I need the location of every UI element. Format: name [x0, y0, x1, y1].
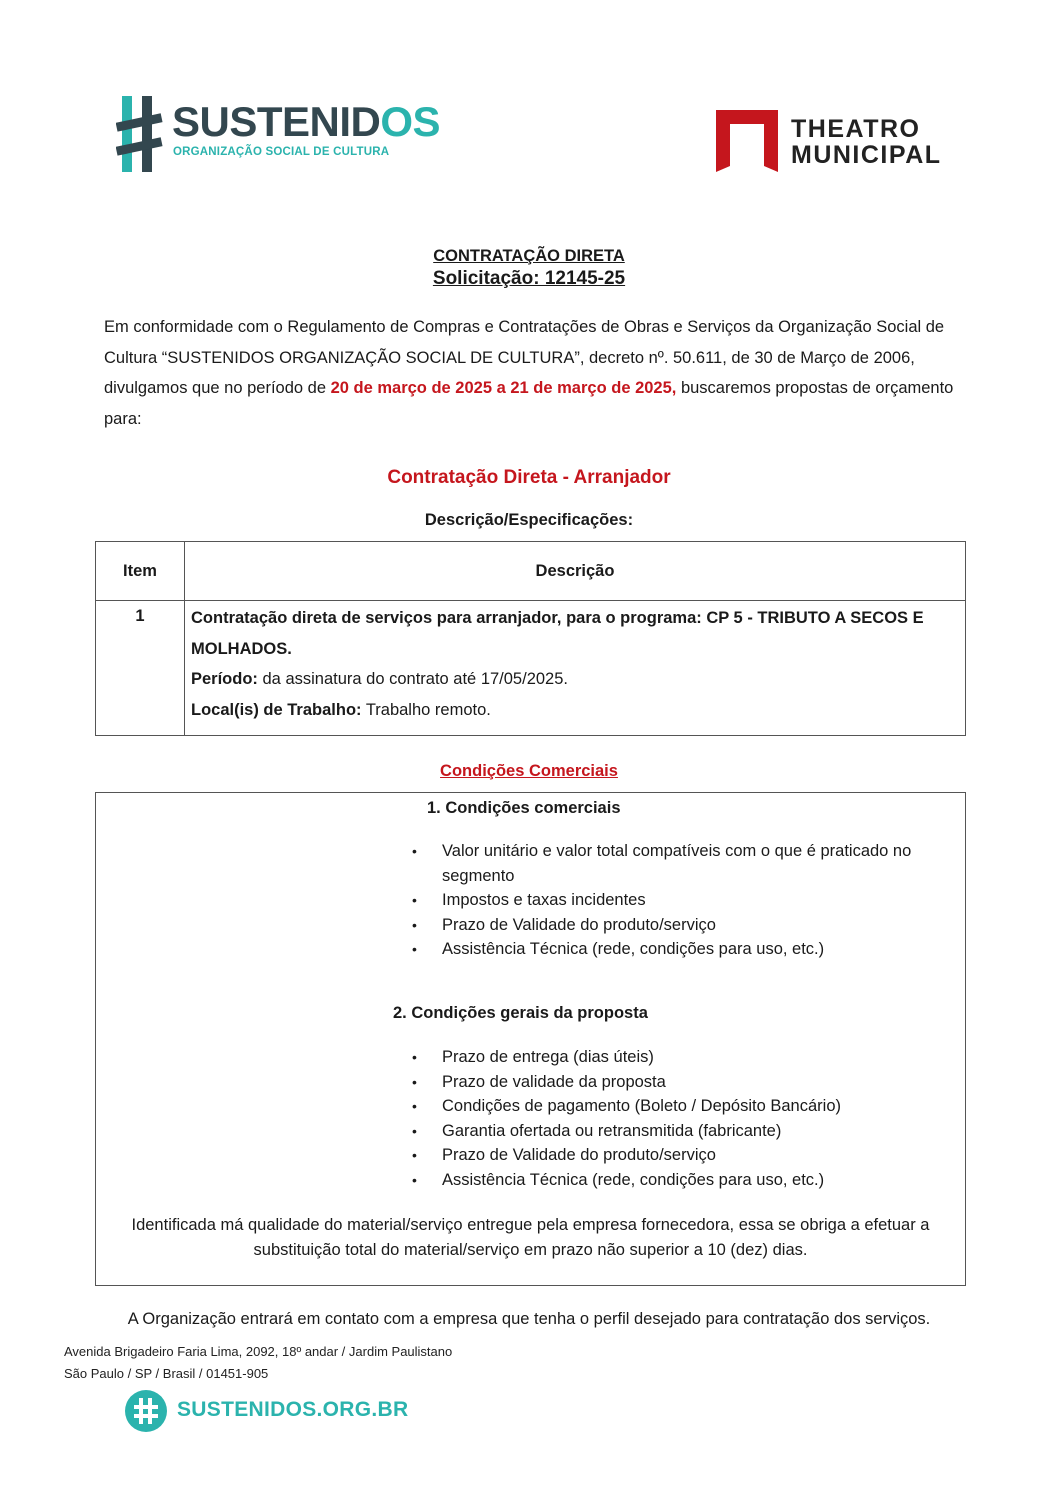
period-value: da assinatura do contrato até 17/05/2025.: [257, 670, 568, 688]
conditions-title: Condições Comerciais: [440, 762, 618, 780]
header-description: Descrição: [185, 542, 966, 601]
theatro-line1: THEATRO: [791, 115, 921, 143]
items-table: [95, 541, 966, 736]
list-item: • Valor unitário e valor total compatíveis com o que é praticado no segmento: [442, 839, 962, 888]
location-label: Local(is) de Trabalho:: [191, 700, 362, 719]
website-link[interactable]: SUSTENIDOS.ORG.BR: [177, 1398, 409, 1421]
theatro-line2: MUNICIPAL: [791, 141, 942, 169]
period-highlight: 20 de março de 2025 a 21 de março de 2025,: [330, 379, 677, 397]
header-item: Item: [96, 542, 185, 601]
item-main-text: Contratação direta de serviços para arranjador, para o programa: CP 5 - TRIBUTO A SECOS E MOLHADOS.: [191, 609, 924, 658]
sustenidos-tagline: ORGANIZAÇÃO SOCIAL DE CULTURA: [173, 146, 390, 158]
conditions-box: [95, 792, 966, 1286]
conditions-list-1: [412, 839, 962, 962]
item-description: [185, 601, 966, 736]
item-period: [191, 664, 959, 695]
section-title: Contratação Direta - Arranjador: [387, 467, 671, 488]
sustenidos-logo: [116, 94, 441, 174]
intro-text: Em conformidade com o Regulamento de Compras e Contratações de Obras e Serviços da Organização Social de Cultura “SUSTENIDOS ORGANIZAÇÃO SOCIAL DE CULTURA”, decreto nº. 50.611, de 30 de Março de 2006, divulgamos que no período de: [104, 318, 945, 397]
hash-logo-icon: [116, 96, 166, 172]
closing-text: A Organização entrará em contato com a empresa que tenha o perfil desejado para contratação dos serviços.: [127, 1310, 931, 1328]
quality-note: Identificada má qualidade do material/serviço entregue pela empresa fornecedora, essa se obriga a efetuar a substituição total do material/serviço em prazo não superior a 10 (dez) dias.: [131, 1216, 930, 1259]
list-item: • Condições de pagamento (Boleto / Depósito Bancário): [442, 1094, 962, 1119]
address-line-1: Avenida Brigadeiro Faria Lima, 2092, 18º andar / Jardim Paulistano: [64, 1344, 453, 1359]
conditions-heading-2: 2. Condições gerais da proposta: [393, 1004, 648, 1022]
conditions-heading-1: 1. Condições comerciais: [427, 799, 621, 817]
table-row: [96, 601, 966, 736]
intro-paragraph: [104, 312, 964, 434]
intro-text-end: buscaremos propostas de orçamento para:: [104, 379, 954, 428]
theatro-mark-icon: [716, 110, 778, 172]
location-value: Trabalho remoto.: [361, 700, 491, 719]
footer-website-logo: [125, 1390, 409, 1434]
list-item: • Assistência Técnica (rede, condições para uso, etc.): [442, 937, 962, 962]
list-item: • Prazo de Validade do produto/serviço: [442, 913, 962, 938]
theatro-municipal-logo: [716, 110, 956, 174]
description-title: Descrição/Especificações:: [424, 511, 634, 529]
period-label: Período:: [191, 670, 258, 688]
list-item: • Prazo de validade da proposta: [442, 1070, 962, 1095]
conditions-list-2: [412, 1045, 962, 1193]
list-item: • Garantia ofertada ou retransmitida (fabricante): [442, 1119, 962, 1144]
item-number: 1: [96, 601, 185, 736]
list-item: • Impostos e taxas incidentes: [442, 888, 962, 913]
address-line-2: São Paulo / SP / Brasil / 01451-905: [64, 1366, 269, 1381]
hash-circle-icon: [125, 1390, 167, 1432]
sustenidos-brand: SUSTENIDOS: [172, 98, 441, 145]
table-header-row: [96, 542, 966, 601]
document-title: CONTRATAÇÃO DIRETA: [433, 247, 625, 265]
request-number: Solicitação: 12145-25: [432, 268, 626, 289]
list-item: • Prazo de Validade do produto/serviço: [442, 1143, 962, 1168]
list-item: • Prazo de entrega (dias úteis): [442, 1045, 962, 1070]
list-item: • Assistência Técnica (rede, condições para uso, etc.): [442, 1168, 962, 1193]
item-location: [191, 695, 959, 726]
